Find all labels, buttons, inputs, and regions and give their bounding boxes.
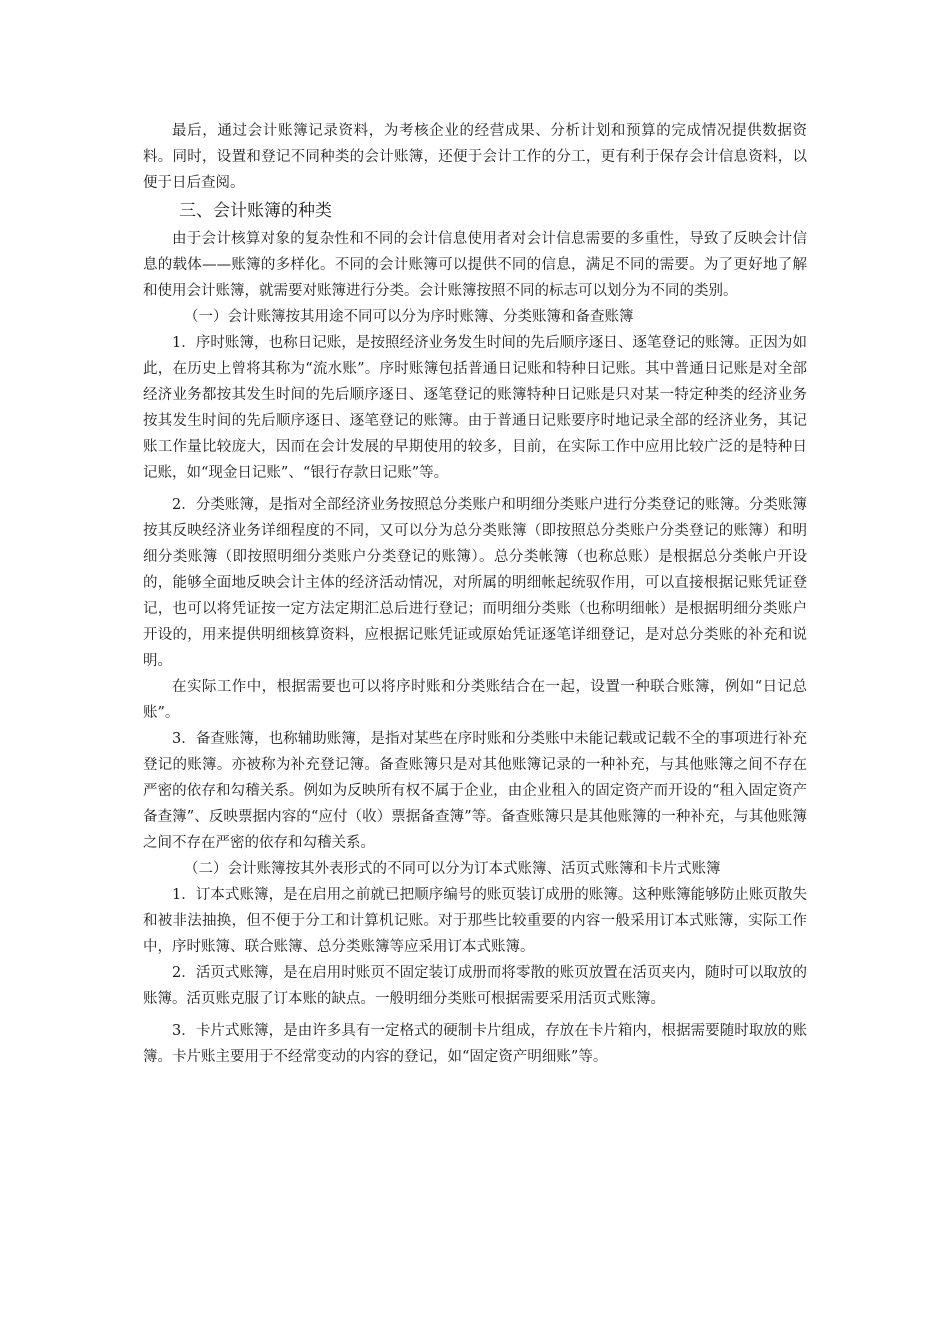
subsection-heading-2: （二）会计账簿按其外表形式的不同可以分为订本式账簿、活页式账簿和卡片式账簿 xyxy=(184,861,721,877)
section-heading: 三、会计账簿的种类 xyxy=(179,201,332,221)
paragraph-bound: 1．订本式账簿，是在启用之前就已把顺序编号的账页装订成册的账簿。这种账簿能够防止账页散失和被非法抽换，但不便于分工和计算机记账。对于那些比较重要的内容一般采用订本式账簿，实际工作中，序时账簿、联合账簿、总分类账簿等应采用订本式账簿。 xyxy=(143,887,807,955)
paragraph-overview: 由于会计核算对象的复杂性和不同的会计信息使用者对会计信息需要的多重性，导致了反映会计信息的载体——账簿的多样化。不同的会计账簿可以提供不同的信息，满足不同的需要。为了更好地了解和使用会计账簿，就需要对账簿进行分类。会计账簿按照不同的标志可以划分为不同的类别。 xyxy=(143,231,807,299)
paragraph-journal: 1．序时账簿，也称日记账，是按照经济业务发生时间的先后顺序逐日、逐笔登记的账簿。正因为如此，在历史上曾将其称为“流水账”。序时账簿包括普通日记账和特种日记账。其中普通日记账是对全部经济业务都按其发生时间的先后顺序逐日、逐笔登记的账簿特种日记账是只对某一特定种类的经济业务按其发生时间的先后顺序逐日、逐笔登记的账簿。由于普通日记账要序时地记录全部的经济业务，其记账工作量比较庞大，因而在会计发展的早期使用的较多，目前，在实际工作中应用比较广泛的是特种日记账，如“现金日记账”、“银行存款日记账”等。 xyxy=(143,335,807,481)
subsection-heading-1: （一）会计账簿按其用途不同可以分为序时账簿、分类账簿和备查账簿 xyxy=(184,309,634,325)
document-page xyxy=(143,118,807,1070)
paragraph-intro: 最后，通过会计账簿记录资料，为考核企业的经营成果、分析计划和预算的完成情况提供数据资料。同时，设置和登记不同种类的会计账簿，还便于会计工作的分工，更有利于保存会计信息资料，以便于日后查阅。 xyxy=(143,123,807,191)
paragraph-ledger: 2．分类账簿，是指对全部经济业务按照总分类账户和明细分类账户进行分类登记的账簿。分类账簿按其反映经济业务详细程度的不同，又可以分为总分类账簿（即按照总分类账户分类登记的账簿）和明细分类账簿（即按照明细分类账户分类登记的账簿）。总分类帐簿（也称总账）是根据总分类帐户开设的，能够全面地反映会计主体的经济活动情况，对所属的明细帐起统驭作用，可以直接根据记账凭证登记，也可以将凭证按一定方法定期汇总后进行登记；而明细分类账（也称明细帐）是根据明细分类账户开设的，用来提供明细核算资料，应根据记账凭证或原始凭证逐笔详细登记，是对总分类账的补充和说明。 xyxy=(143,497,807,669)
paragraph-memo: 3．备查账簿，也称辅助账簿，是指对某些在序时账和分类账中未能记载或记载不全的事项进行补充登记的账簿。亦被称为补充登记簿。备查账簿只是对其他账簿记录的一种补充，与其他账簿之间不存在严密的依存和勾稽关系。例如为反映所有权不属于企业，由企业租入的固定资产而开设的“租入固定资产备查簿”、反映票据内容的“应付（收）票据备查簿”等。备查账簿只是其他账簿的一种补充，与其他账簿之间不存在严密的依存和勾稽关系。 xyxy=(143,731,807,851)
paragraph-loose-leaf: 2．活页式账簿，是在启用时账页不固定装订成册而将零散的账页放置在活页夹内，随时可以取放的账簿。活页账克服了订本账的缺点。一般明细分类账可根据需要采用活页式账簿。 xyxy=(143,965,807,1007)
paragraph-card: 3．卡片式账簿，是由许多具有一定格式的硬制卡片组成，存放在卡片箱内，根据需要随时取放的账簿。卡片账主要用于不经常变动的内容的登记，如“固定资产明细账”等。 xyxy=(143,1023,807,1065)
paragraph-combined: 在实际工作中，根据需要也可以将序时账和分类账结合在一起，设置一种联合账簿，例如“日记总账”。 xyxy=(143,679,807,721)
